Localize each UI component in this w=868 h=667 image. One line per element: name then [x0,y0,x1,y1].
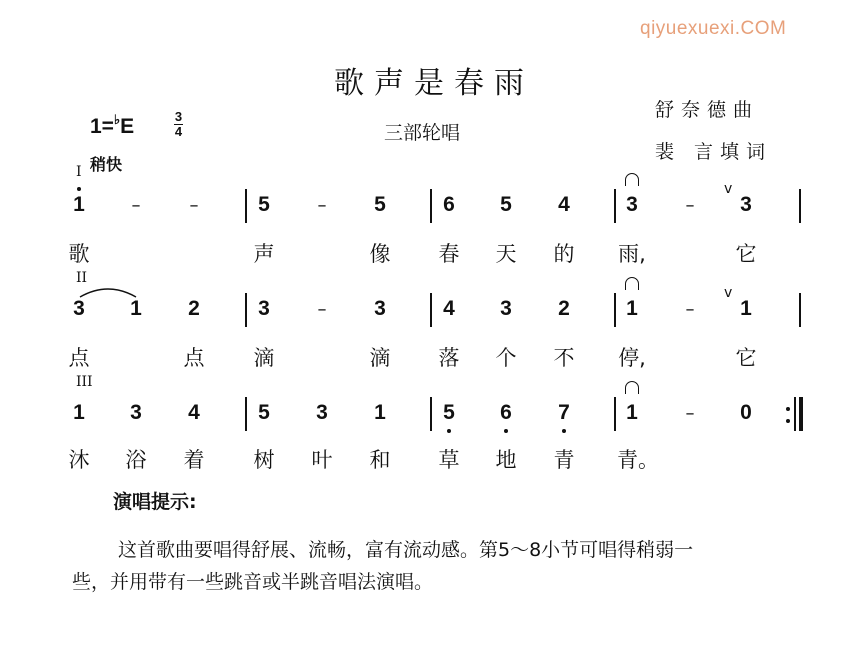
note: 3 [258,297,270,320]
slur-curve [80,289,136,297]
note: 1 [626,401,638,424]
low-octave-dot [504,429,508,433]
sustain-dash: – [685,195,695,216]
lyric-syllable: 的 [553,242,575,266]
fermata-mark [625,381,639,393]
note: 0 [740,401,752,424]
barline [430,293,432,327]
lyric-syllable: 它 [735,242,757,266]
barline [245,189,247,223]
note: 1 [73,401,85,424]
time-signature-top: 3 [174,109,183,124]
lyric-syllable: 草 [438,448,460,472]
composer-credit: 舒奈德曲 [655,99,760,121]
lyric-syllable: 天 [495,242,517,266]
lyric-syllable: 歌 [68,242,90,266]
note: 1 [740,297,752,320]
barline [614,397,616,431]
repeat-dot [786,407,790,411]
lyricist-credit: 裴 言填词 [655,141,773,163]
key-signature [90,112,134,139]
sustain-dash: – [189,195,199,216]
note: 2 [558,297,570,320]
note: 4 [558,193,570,216]
slur-mark [76,281,156,301]
watermark-text: qiyuexuexi.COM [640,18,787,39]
barline [799,189,801,223]
lyric-syllable: 沐 [68,448,90,472]
note: 1 [626,297,638,320]
lyric-syllable: 滴 [253,346,275,370]
sustain-dash: – [131,195,141,216]
lyric-syllable: 滴 [369,346,391,370]
lyric-syllable: 像 [369,242,391,266]
lyric-syllable: 青。 [617,448,659,472]
sustain-dash: – [317,299,327,320]
breath-mark: v [724,285,733,301]
barline [614,189,616,223]
lyric-syllable: 不 [553,346,575,370]
sustain-dash: – [685,403,695,424]
note: 2 [188,297,200,320]
key-prefix: 1= [90,115,114,138]
lyric-syllable: 叶 [311,448,333,472]
subtitle: 三部轮唱 [384,122,461,144]
performance-hints-title: 演唱提示: [113,491,197,513]
barline [430,397,432,431]
lyric-syllable: 浴 [125,448,147,472]
fermata-mark [625,173,639,185]
note: 5 [258,401,270,424]
note: 3 [740,193,752,216]
song-title: 歌声是春雨 [334,66,534,101]
note: 3 [374,297,386,320]
barline [245,293,247,327]
final-barline [799,397,803,431]
part-label: II [76,270,88,286]
lyric-syllable: 声 [253,242,275,266]
note: 3 [130,401,142,424]
time-signature-bottom: 4 [174,124,183,139]
note: 3 [316,401,328,424]
part-label: I [76,164,82,180]
breath-mark: v [724,181,733,197]
note: 3 [626,193,638,216]
note: 1 [73,193,85,216]
low-octave-dot [562,429,566,433]
final-thin-barline [794,397,796,431]
lyric-syllable: 着 [183,448,205,472]
lyric-syllable: 春 [438,242,460,266]
part-label: III [76,374,93,390]
lyric-syllable: 和 [369,448,391,472]
repeat-dot [786,419,790,423]
note: 1 [374,401,386,424]
sustain-dash: – [317,195,327,216]
lyric-syllable: 点 [183,346,205,370]
flat-sign: ♭ [113,112,121,127]
lyric-syllable: 停, [618,346,646,370]
note: 5 [443,401,455,424]
low-octave-dot [447,429,451,433]
note: 5 [500,193,512,216]
sustain-dash: – [685,299,695,320]
barline [614,293,616,327]
barline [799,293,801,327]
note: 3 [73,297,85,320]
fermata-mark [625,277,639,289]
performance-hint-line: 些，并用带有一些跳音或半跳音唱法演唱。 [72,571,434,593]
barline [245,397,247,431]
note: 6 [443,193,455,216]
lyric-syllable: 点 [68,346,90,370]
note: 6 [500,401,512,424]
tempo-marking: 稍快 [90,155,123,174]
lyric-syllable: 青 [553,448,575,472]
note: 3 [500,297,512,320]
lyric-syllable: 它 [735,346,757,370]
note: 4 [188,401,200,424]
lyric-syllable: 落 [438,346,460,370]
site-watermark [640,18,786,40]
lyric-syllable: 个 [495,346,517,370]
note: 5 [374,193,386,216]
high-octave-dot [77,187,81,191]
note: 4 [443,297,455,320]
time-signature [174,110,183,139]
note: 7 [558,401,570,424]
note: 1 [130,297,142,320]
key-letter: E [120,115,135,138]
lyric-syllable: 雨, [618,242,646,266]
lyric-syllable: 树 [253,448,275,472]
barline [430,189,432,223]
performance-hint-line: 这首歌曲要唱得舒展、流畅，富有流动感。第5～8小节可唱得稍弱一 [118,539,694,561]
note: 5 [258,193,270,216]
lyric-syllable: 地 [495,448,517,472]
